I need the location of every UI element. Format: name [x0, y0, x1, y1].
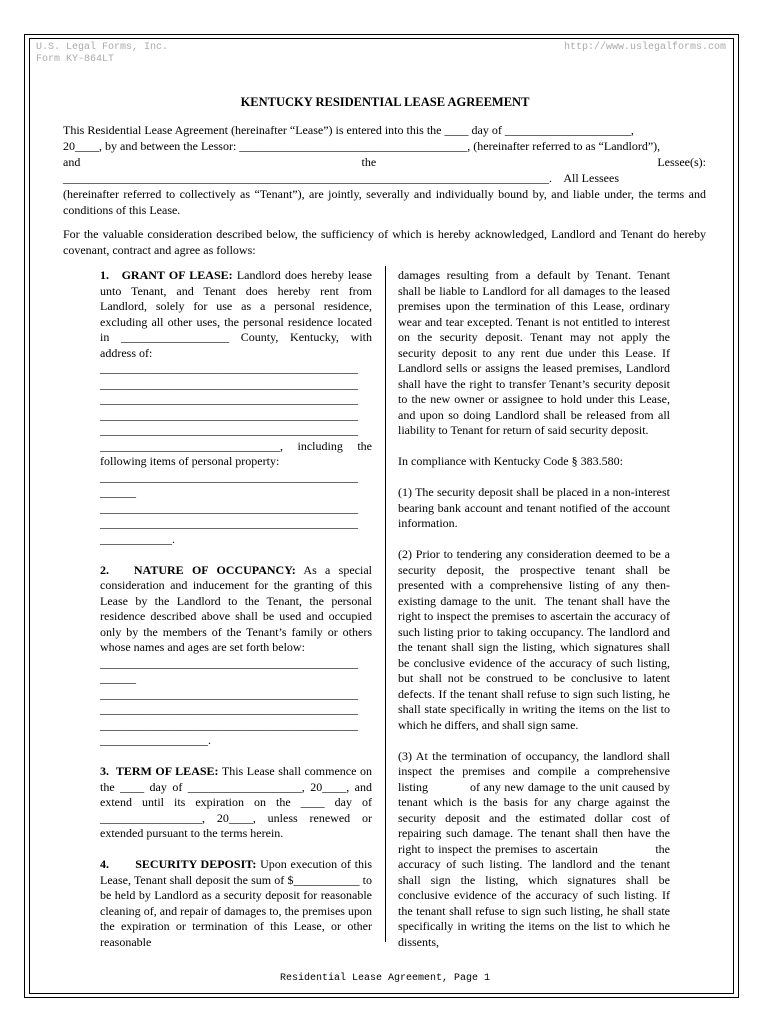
address-line: ___________________________________________ [100, 376, 358, 391]
section-1-including: ______________________________, including the following items of personal property: [100, 438, 372, 468]
section-2-heading: 2. NATURE OF OCCUPANCY: [100, 562, 296, 577]
section-1-text: Landlord does hereby lease unto Tenant, and Tenant does hereby rent from Landlord, solely for use as a personal residence, excluding all other uses, the personal residence located in __________________ County, Kentucky, with address of: [100, 268, 372, 360]
occupant-line: ___________________________________________ [100, 655, 358, 670]
section-4 [100, 857, 372, 950]
occupant-line: ___________________________________________ [100, 686, 358, 701]
header-left [36, 42, 168, 66]
occupant-line: __________________. [100, 733, 211, 747]
section-2-text: As a special consideration and inducement for the granting of this Lease by the Landlord to the Tenant, the personal residence described above shall be used and occupied only by the members of the Tenant’s family or others whose names and ages are set forth below: [100, 562, 372, 654]
form-id: Form KY-864LT [36, 54, 115, 65]
intro-and: and [63, 155, 81, 169]
deposit-continued: damages resulting from a default by Tenant. Tenant shall be liable to Landlord for all damages to the leased premises upon the termination of this Lease, ordinary wear and tear excepted. Tenant is not entitled to interest on the security deposit. Tenant may not apply the security deposit to any rent due under this Lease. If Landlord sells or assigns the leased premises, Landlord shall have the right to transfer Tenant’s security deposit to the new owner or assignee to hold under this Lease, and upon so doing Landlord shall be released from all liability to Tenant for return of said security deposit. [398, 268, 670, 437]
company-name: U.S. Legal Forms, Inc. [36, 42, 169, 53]
code-clause-3: (3) At the termination of occupancy, the landlord shall inspect the premises and compile a comprehensive listing of any new damage to the unit caused by tenant which is the basis for any charge against the security deposit and the estimated dollar cost of repairing such damage. The tenant shall then have the right to inspect the premises to ascertain the accuracy of such listing. The landlord and the tenant shall sign the listing, which signatures shall be conclusive evidence of the accuracy of such listing. If the tenant shall refuse to sign such listing, he shall state specifically in writing the items on the list to which he dissents, [398, 748, 712, 949]
document-title: KENTUCKY RESIDENTIAL LEASE AGREEMENT [240, 95, 530, 109]
address-line: ___________________________________________ [100, 423, 358, 437]
kentucky-code-reference: In compliance with Kentucky Code § 383.580: [398, 454, 623, 468]
intro-lessees-label: Lessee(s): [657, 155, 706, 169]
code-clause-1: (1) The security deposit shall be placed in a non-interest bearing bank account and tenant notified of the account information. [398, 485, 670, 530]
section-3 [100, 764, 372, 842]
address-line: ___________________________________________ [100, 392, 358, 406]
section-4-heading: 4. SECURITY DEPOSIT: [100, 857, 257, 871]
page-footer: Residential Lease Agreement, Page 1 [279, 973, 491, 984]
occupant-line: ___________________________________________ [100, 717, 358, 732]
right-column [398, 268, 715, 950]
section-4-text: Upon execution of this Lease, Tenant shall deposit the sum of $___________ to be held by Landlord as a security deposit for reasonable cleaning of, and repair of damages to, the premises upon the expiration or termination of this Lease, or other reasonable [100, 857, 373, 949]
section-1-heading: 1. GRANT OF LEASE: [100, 268, 233, 282]
intro-line-1: This Residential Lease Agreement (hereinafter “Lease”) is entered into this the ____ day of _____________________, [63, 123, 634, 137]
address-line: ___________________________________________ [100, 407, 358, 422]
header-url[interactable]: http://www.uslegalforms.com [564, 42, 727, 53]
left-column [100, 268, 372, 950]
intro-line-2: 20____, by and between the Lessor: ______________________________________, (hereinafter referred to as “Landlord”), [63, 139, 661, 153]
intro-line-4: _________________________________________________________________________________. All Lessees [63, 171, 619, 185]
occupant-line: ______ [100, 671, 136, 685]
column-divider [385, 266, 386, 942]
intro-paragraph [63, 122, 706, 218]
intro-line-3 [63, 154, 706, 170]
property-line: ______ [100, 485, 136, 499]
address-line: ___________________________________________ [100, 361, 358, 375]
section-3-heading: 3. TERM OF LEASE: [100, 764, 219, 778]
section-2 [100, 563, 372, 656]
occupant-line: ___________________________________________ [100, 702, 358, 716]
code-clause-2: (2) Prior to tendering any consideration deemed to be a security deposit, the prospective tenant shall be presented with a comprehensive listing of any then-existing damage to the unit. The tenant shall have the right to inspect the premises to ascertain the accuracy of such listing prior to taking occupancy. The landlord and the tenant shall sign the listing, which signatures shall be conclusive evidence of the accuracy of such listing, but shall not be construed to be conclusive to latent defects. If the tenant shall refuse to sign such listing, he shall state specifically in writing the items on the list to which he differs, and shall sign same. [398, 547, 715, 732]
intro-the: the [361, 155, 377, 169]
property-line: ___________________________________________ [100, 516, 358, 530]
intro-line-5: (hereinafter referred to collectively as “Tenant”), are jointly, severally and individually bound by, and liable under, the terms and conditions of this Lease. [63, 187, 706, 217]
consideration-paragraph: For the valuable consideration described below, the sufficiency of which is hereby acknowledged, Landlord and Tenant do hereby covenant, contract and agree as follows: [63, 227, 706, 257]
property-line: ___________________________________________ [100, 500, 358, 515]
section-3-text: This Lease shall commence on the ____ day of ___________________, 20____, and extend until its expiration on the ____ day of _________________, 20____, unless renewed or extended pursuant to the terms herein. [100, 764, 372, 840]
section-1 [100, 268, 372, 361]
property-line: ___________________________________________ [100, 469, 358, 484]
property-line: ____________. [100, 531, 175, 546]
